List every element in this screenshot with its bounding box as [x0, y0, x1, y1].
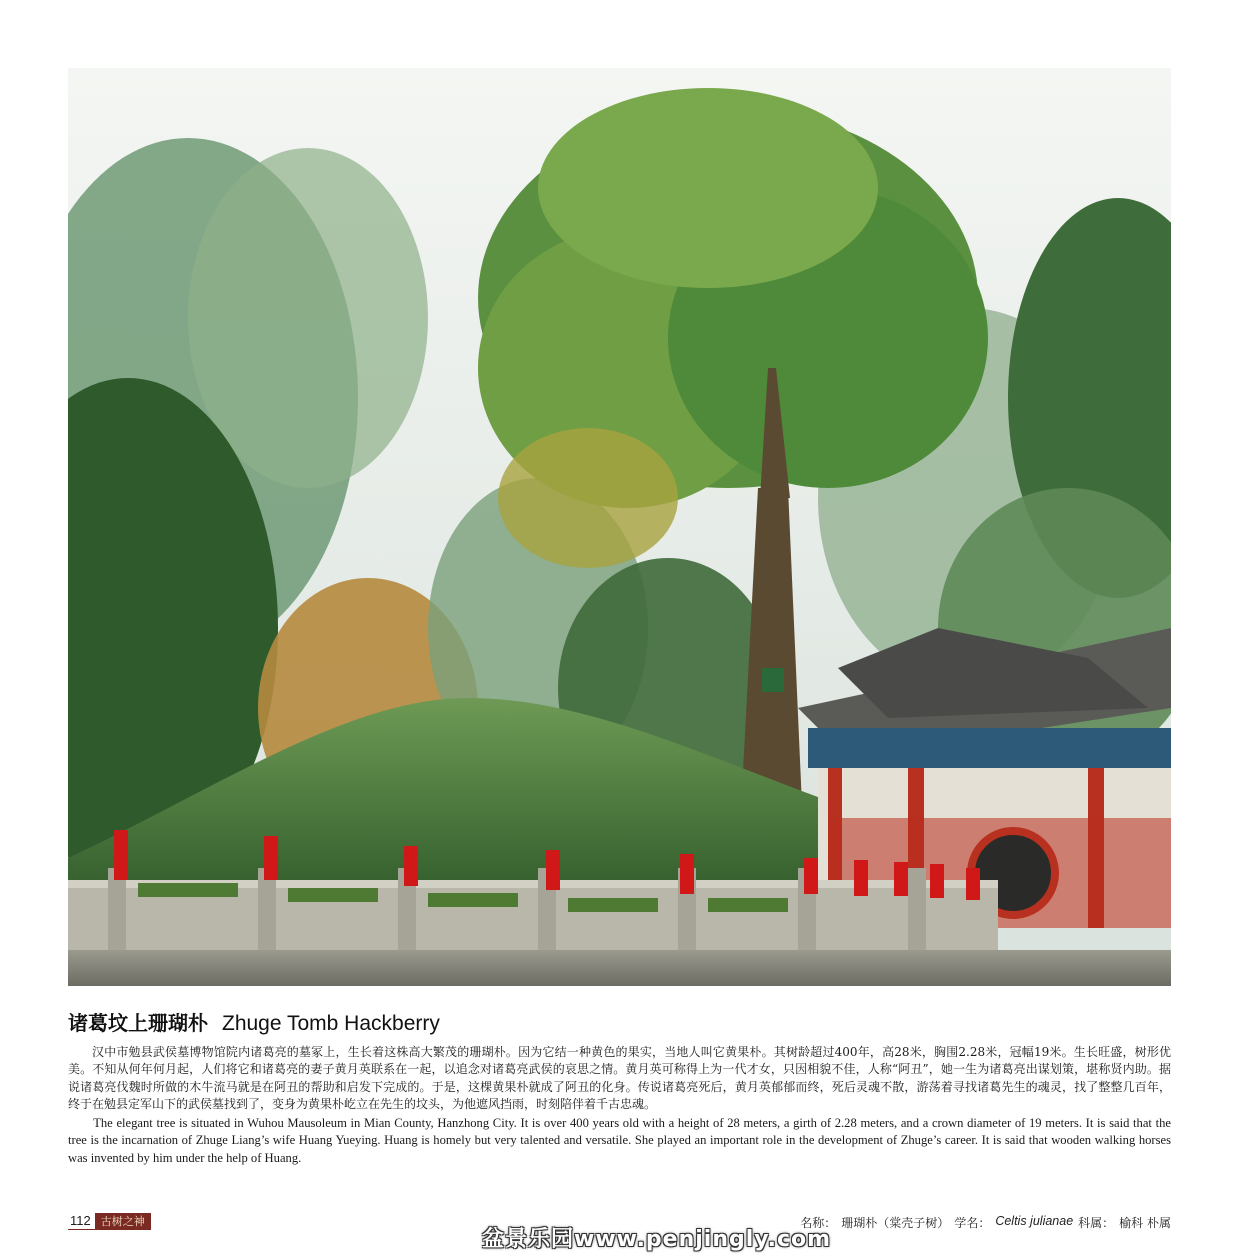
- page-folio: [68, 1212, 151, 1230]
- title-chinese: 诸葛坟上珊瑚朴: [68, 1011, 208, 1035]
- name-value: 珊瑚朴（棠壳子树）: [841, 1216, 950, 1230]
- name-label: 名称：: [800, 1216, 837, 1230]
- scientific-name-label: 学名：: [954, 1216, 991, 1230]
- page-number: 112: [68, 1213, 95, 1230]
- article-body: [68, 1044, 1171, 1167]
- title-english: Zhuge Tomb Hackberry: [222, 1012, 440, 1035]
- body-paragraph-chinese: 汉中市勉县武侯墓博物馆院内诸葛亮的墓冢上，生长着这株高大繁茂的珊瑚朴。因为它结一种黄色的果实，当地人叫它黄果朴。其树龄超过400年，高28米，胸围2.28米，冠幅19米。生长旺盛，树形优美。不知从何年何月起，人们将它和诸葛亮的妻子黄月英联系在一起，以追念对诸葛亮武侯的哀思之情。黄月英可称得上为一代才女，只因相貌不佳，人称“阿丑”，她一生为诸葛亮出谋划策，堪称贤内助。据说诸葛亮伐魏时所做的木牛流马就是在阿丑的帮助和启发下完成的。于是，这棵黄果朴就成了阿丑的化身。传说诸葛亮死后，黄月英郁郁而终，死后灵魂不散，游荡着寻找诸葛先生的魂灵，找了整整几百年，终于在勉县定军山下的武侯墓找到了，变身为黄果朴屹立在先生的坟头，为他遮风挡雨，时刻陪伴着千古忠魂。: [68, 1045, 1171, 1111]
- tomb-hackberry-photo: [68, 68, 1171, 986]
- scientific-name-value: Celtis julianae: [995, 1214, 1074, 1228]
- article-title: [68, 1007, 1171, 1037]
- family-value: 榆科 朴属: [1119, 1216, 1171, 1230]
- family-label: 科属：: [1078, 1216, 1115, 1230]
- site-watermark: 盆景乐园www.penjingly.com: [482, 1227, 832, 1252]
- book-tag: 古树之神: [95, 1213, 151, 1230]
- species-info: [800, 1214, 1171, 1231]
- body-paragraph-english: The elegant tree is situated in Wuhou Mausoleum in Mian County, Hanzhong City. It is over 400 years old with a height of 28 meters, a girth of 2.28 meters, and a crown diameter of 19 meters. It is said that the tree is the incarnation of Zhuge Liang’s wife Huang Yueying. Huang is homely but very talented and versatile. She played an important role in the development of Zhuge’s career. It is said that wooden walking horses was invented by him under the help of Huang.: [68, 1116, 1171, 1165]
